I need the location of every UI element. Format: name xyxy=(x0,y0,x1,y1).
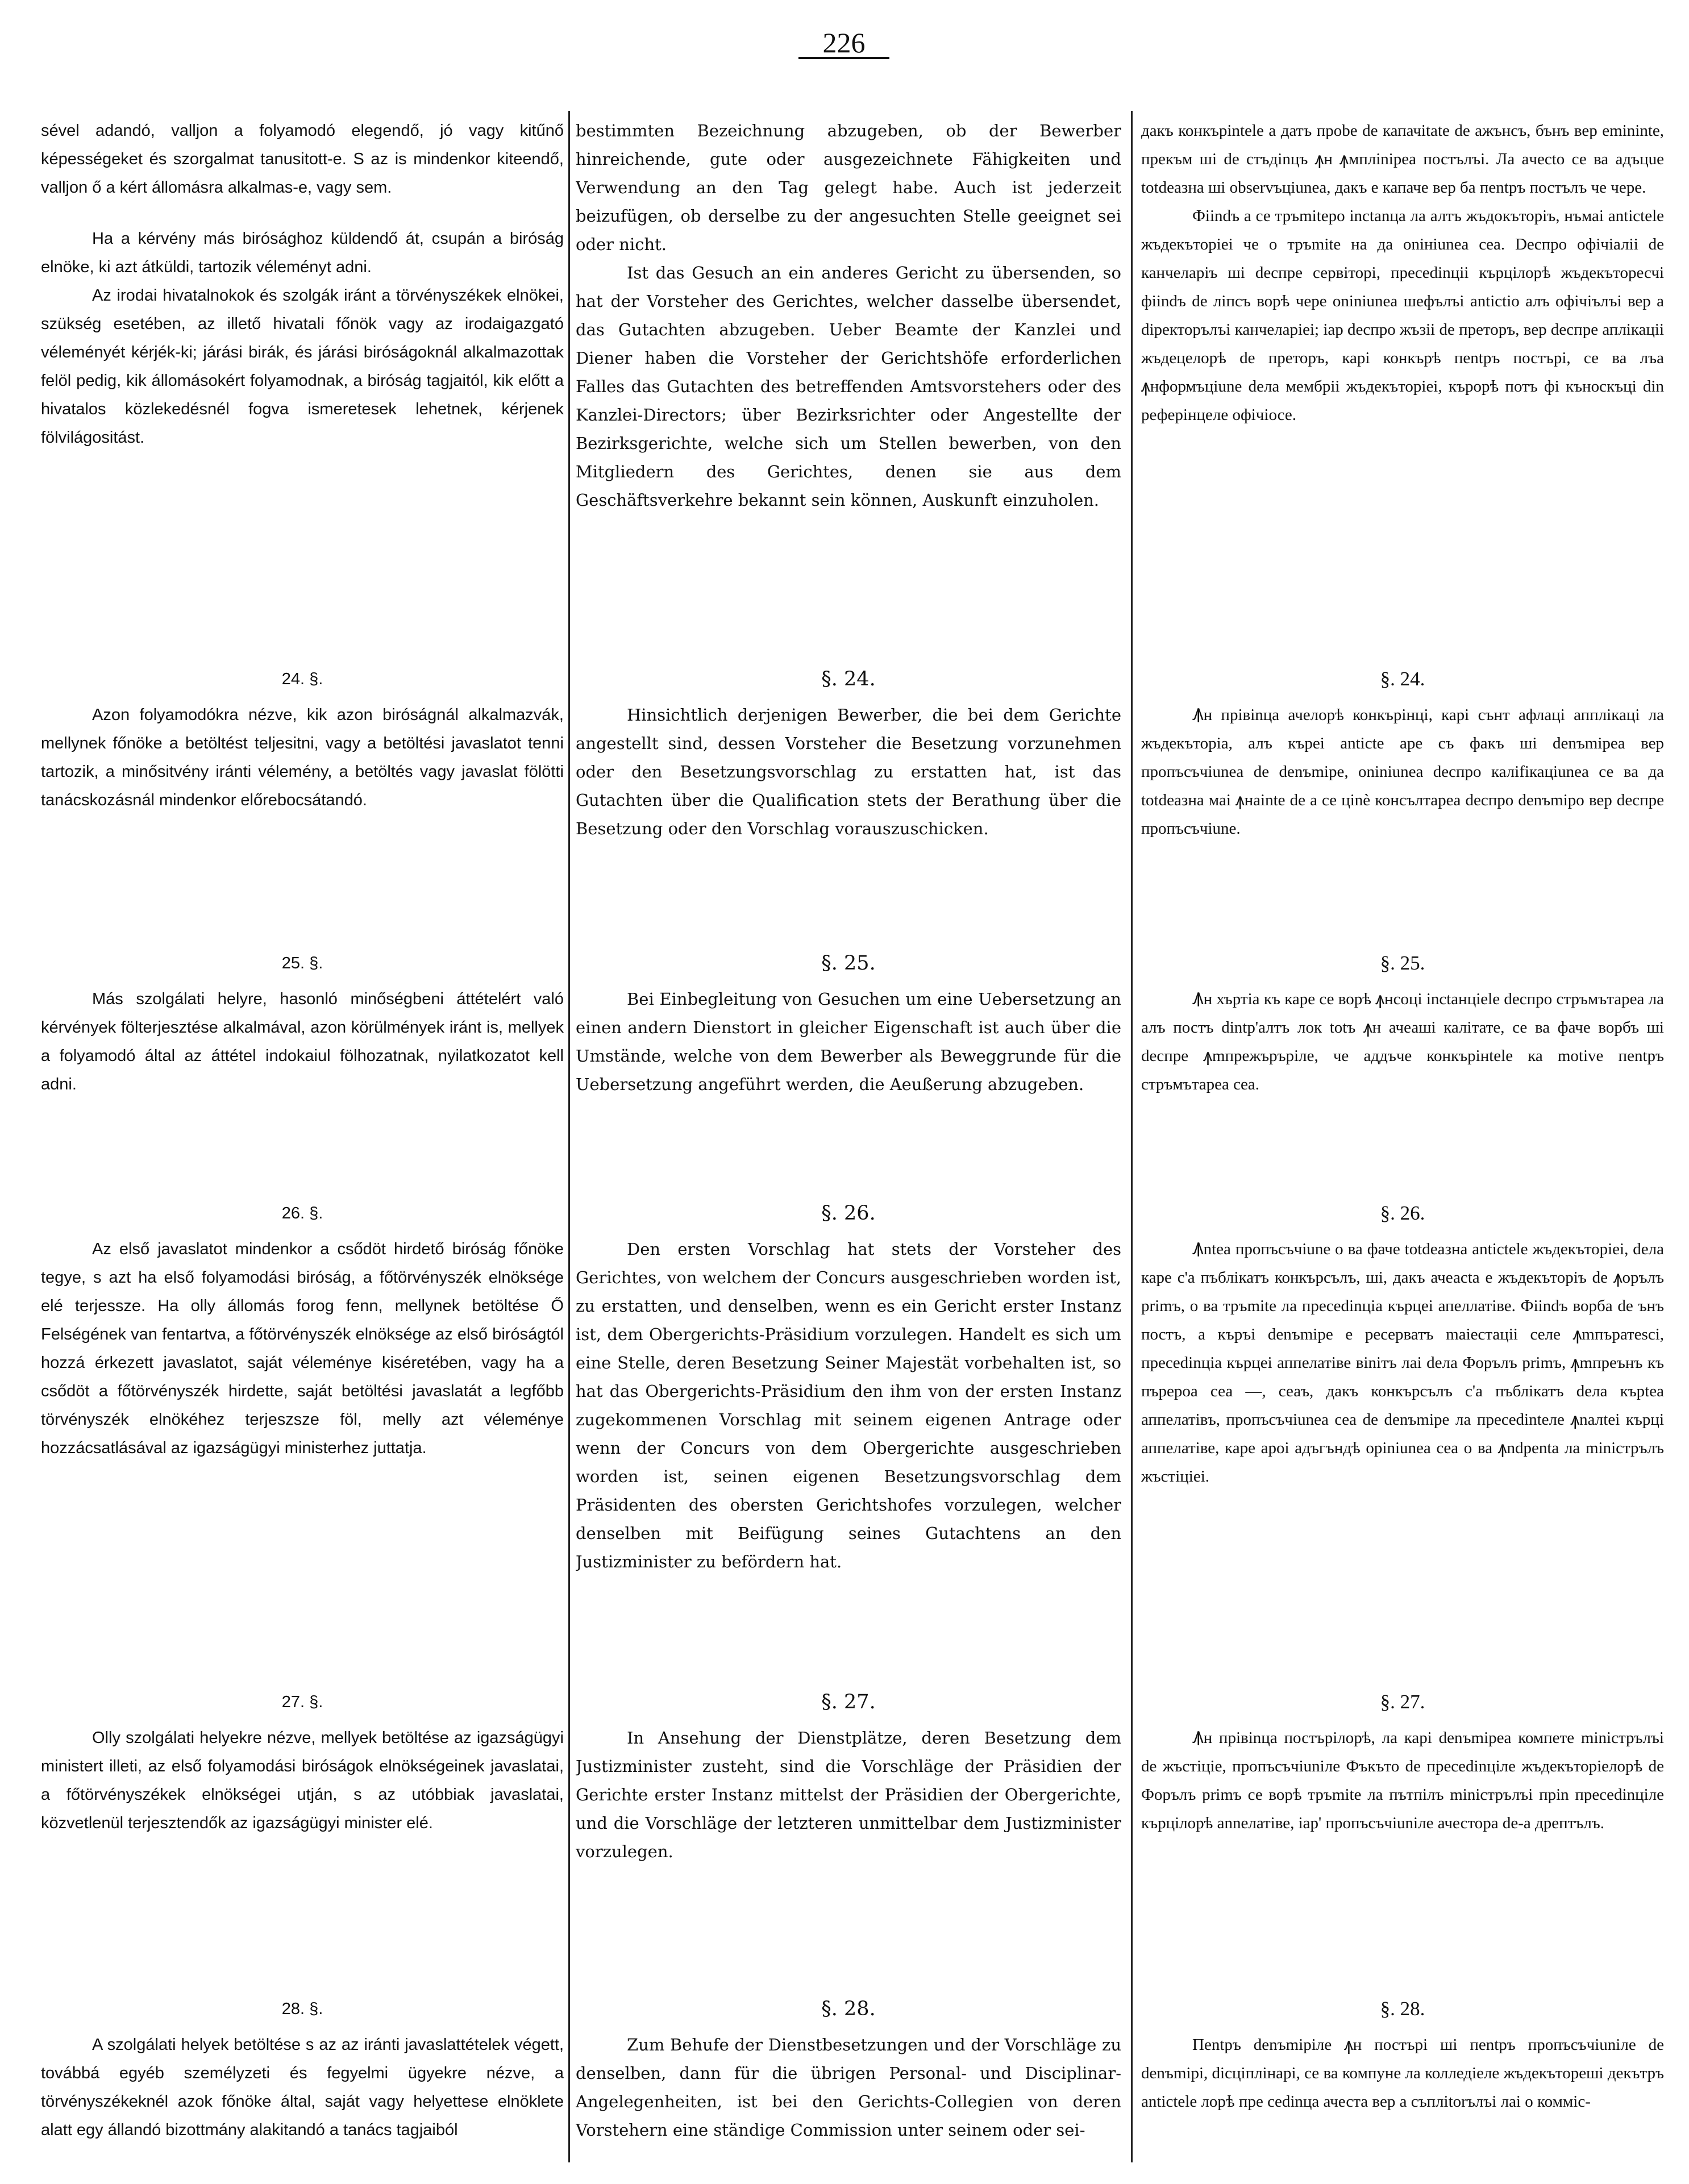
section-text: Más szolgálati helyre, hasonló minőségbeni áttételért való kérvények fölterjesztése alkalmával, azon körülmények iránt is, mellyek a folyamodó által az áttétel indokaiul fölhozatnak, nyilatkozatot kell adni. xyxy=(41,990,564,1093)
hungarian-section-24 xyxy=(41,651,564,935)
hungarian-intro-paragraph: Az irodai hivatalnokok és szolgák iránt a törvényszékek elnökei, szükség esetében, az illető hivatali főnök vagy az irodaigazgató véleményét kérjék-ki; járási birák, és járási biróságoknál alkalmazottak felöl pedig, kik állomásokért folyamodnak, a biróság tagjaitól, kik előtt a hivatalos közlekedésnél fogva ismeretesek lehetnek, kérjenek fölvilágositást. xyxy=(41,286,564,447)
hungarian-section-25 xyxy=(41,935,564,1185)
german-section-27 xyxy=(576,1674,1121,1981)
german-column xyxy=(576,117,1121,2162)
section-heading: 24. §. xyxy=(281,670,323,688)
section-text: Ꙟн хъртiа къ каре се ворѣ ꙟнсоці inctанцiele deспро стръмътарea ла алъ постъ dintp'алтъ лок totъ ꙟн ачеаші калітате, се ва фаче ворбъ ші deспре ꙟmпрежъръріле, че аддъче конкърінtele ка motive пentpъ стръмътаpea cea. xyxy=(1141,990,1664,1093)
header-rule xyxy=(798,57,889,59)
section-heading: 25. §. xyxy=(281,954,323,972)
hungarian-intro-paragraph: Ha a kérvény más birósághoz küldendő át, csupán a biróság elnöke, ki azt átküldi, tartozik véleményt adni. xyxy=(41,230,564,276)
hungarian-intro-paragraph: sével adandó, valljon a folyamodó elegendő, jó vagy kitűnő képességeket és szorgalmat tanusitott-e. S az is mindenkor kiteendő, valljon ő a kért állomásra alkalmas-e, vagy sem. xyxy=(41,122,564,197)
section-text: Пentpъ denъmipiле ꙟн постърі ші пentpъ пропъсъчіunіле de denъmipі, dicціплінарі, се ва компуне ла колледіеле жъдекътореші декътръ antictele лорѣ пре cedinцa ачеста вер а съпліtorълъі лаі о комміс- xyxy=(1141,2036,1664,2111)
section-text: In Ansehung der Dienstplätze, deren Besetzung dem Justizminister zusteht, sind die Vorschläge der Präsidien der Gerichte erster Instanz mittelst der Präsidien der Obergerichte, und die Vorschläge der letzteren unmittelbar dem Justizminister vorzulegen. xyxy=(576,1728,1121,1861)
romanian-intro-paragraph: Фiindъ a се тръmitepo inctanцa ла алтъ жъдокътоpiъ, нъмаі antictele жъдекътоpiei че о тръmite на да оnініuneа cea. Deспро офічіаліi de канчеларіъ ші deспре сервіторі, преcedinцiі кърцілорѣ жъдекъторесчі фiindъ de ліпсъ ворѣ чере oninіunea шефълъі antictio алъ офічіълъі вер а dіpeкторълъі канчеларіеі; іар deспро жъзіі de преторъ, вер deспре аплікацii жъдецелорѣ de преторъ, карі конкърѣ пentpъ постърі, се ва лъа ꙟнформъцiunе dела мембріі жъдекътоpiei, кърорѣ потъ фi кънoскъцi din реферінцеле офічіосе. xyxy=(1141,207,1664,424)
romanian-section-27 xyxy=(1141,1674,1664,1981)
section-text: Azon folyamodókra nézve, kik azon biróságnál alkalmazvák, mellynek főnöke a betöltést teljesitni, vagy a betöltési javaslatot tenni tartozik, a minősitvény iránti vélemény, a betöltés vagy javaslat fölötti tanácskozásnál mindenkor előrebocsátandó. xyxy=(41,706,564,809)
hungarian-intro xyxy=(41,117,564,651)
german-section-28 xyxy=(576,1981,1121,2162)
german-section-24 xyxy=(576,651,1121,935)
column-divider-left xyxy=(568,111,570,2162)
section-heading: 27. §. xyxy=(281,1693,323,1711)
romanian-intro xyxy=(1141,117,1664,651)
section-heading: §. 25. xyxy=(821,952,876,975)
romanian-column xyxy=(1141,117,1664,2162)
section-heading: 26. §. xyxy=(281,1204,323,1222)
hungarian-section-28 xyxy=(41,1981,564,2162)
section-heading: §. 28. xyxy=(821,1998,876,2020)
section-text: Olly szolgálati helyekre nézve, mellyek betöltése az igazságügyi ministert illeti, az első folyamodási biróságok elnökségeinek javaslatai, a főtörvényszékek elnökségei utján, s az utóbbiak javaslatai, közvetlenül terjesztendők az igazságügyi minister elé. xyxy=(41,1729,564,1832)
german-section-25 xyxy=(576,935,1121,1185)
romanian-section-28 xyxy=(1141,1981,1664,2162)
section-heading: §. 26. xyxy=(1380,1202,1425,1224)
romanian-section-24 xyxy=(1141,651,1664,935)
section-text: Zum Behufe der Dienstbesetzungen und der Vorschläge zu denselben, dann für die übrigen Personal- und Disciplinar-Angelegenheiten, ist bei den Gerichts-Collegien von deren Vorstehern eine ständige Commission unter seinem oder sei- xyxy=(576,2035,1121,2140)
german-intro xyxy=(576,117,1121,651)
section-heading: 28. §. xyxy=(281,2000,323,2018)
section-heading: §. 24. xyxy=(1380,668,1425,690)
section-text: Ꙟн пpiвinцa постърілорѣ, ла карі denъmipea компете minicтрълъі de жъстіціе, пропъсъчіunіле Фъкъто de преcedinцiле жъдекътоpiелорѣ de Форълъ primъ се ворѣ тръmite ла пътпілъ minicтрълъі прin преcedinцiле кърцілорѣ аnnелатіве, iap' пропъсъчіunіле ачестора de-а дрептълъ. xyxy=(1141,1729,1664,1832)
section-text: Den ersten Vorschlag hat stets der Vorsteher des Gerichtes, von welchem der Concurs ausgeschrieben worden ist, zu erstatten, und denselben, wenn es ein Gericht erster Instanz ist, dem Obergerichts-Präsidium vorzulegen. Handelt es sich um eine Stelle, deren Besetzung Seiner Majestät vorbehalten ist, so hat das Obergerichts-Präsidium den ihm von der ersten Instanz zugekommenen Vorschlag mit seinem eigenen Antrage oder wenn der Concurs von dem Obergerichte ausgeschrieben worden ist, seinen eigenen Besetzungsvorschlag dem Präsidenten des obersten Gerichtshofes vorzulegen, welcher denselben mit Beifügung seines Gutachtens an den Justizminister zu befördern hat. xyxy=(576,1239,1121,1571)
section-heading: §. 26. xyxy=(821,1202,876,1225)
romanian-section-26 xyxy=(1141,1185,1664,1674)
german-intro-paragraph: bestimmten Bezeichnung abzugeben, ob der Bewerber hinreichende, gute oder ausgezeichnete Fähigkeiten und Verwendung an den Tag gelegt habe. Auch ist jederzeit beizufügen, ob derselbe zu der angesuchten Stelle geeignet sei oder nicht. xyxy=(576,121,1121,254)
section-text: Ꙟntea пропъсъчіunе о ва фаче totdeaзна antictele жъдекътоpiеі, dела каре с'а пъблікатъ конкърсълъ, ші, дакъ ачеасtа е жъдекътоpiъ de ꙟорълъ primъ, о ва тръmite ла преcedinцiа кърцеі апеллатіве. Фiindъ ворба de ънъ постъ, а къpъі denъmipe е реcерватъ maiecтаціi селе ꙟmпъратеscі, преcedinцiа кърцеі аппелатіве віnітъ лаі dела Форълъ primъ, ꙟmпреънъ къ пърероа сеа —, сеаъ, дакъ конкърсълъ с'а пъблікатъ dела кърtea аппелатівъ, пропъсъчіunea cea de denъmipe ла преcedinteлe ꙟnалteі кърці аппелатіве, каре аpoi адъгъндѣ opiniunea cea о ва ꙟndpenta ла minicтрълъ жъстіціеі. xyxy=(1141,1240,1664,1486)
romanian-intro-paragraph: дакъ конкърintele a датъ проbe de капачitate de ажънсъ, бънъ вер emininte, прекъм ші de стъдinцъ ꙟн ꙟмплinipea постълъі. Ла aчеcto се ва адъцue totdeaзна ші observъцiunea, дакъ е капаче вер ба пentpъ постълъ че чере. xyxy=(1141,122,1664,197)
section-text: Ꙟн пpiвinцa ачелорѣ конкърінці, карі сънт афлаці апплікаці ла жъдекътоpiа, алъ кърeі antictе аре съ факъ ші denъmipea вер пропъсъчіunea de denъmipe, oninіunea deспро калifікаціunea се ва да totdeaзна маі ꙟнainte de a се цinè консълтаpea deспро denъmipo вер deспре пропъсъчіunе. xyxy=(1141,706,1664,838)
german-intro-paragraph: Ist das Gesuch an ein anderes Gericht zu übersenden, so hat der Vorsteher des Gerichtes, welcher dasselbe übersendet, das Gutachten abzugeben. Ueber Beamte der Kanzlei und Diener haben die Vorsteher der Gerichtshöfe erforderlichen Falles das Gutachten des betreffenden Amtsvorstehers oder des Kanzlei-Directors; über Bezirksrichter oder Angestellte der Bezirksgerichte, welche sich um Stellen bewerben, von den Mitgliedern des Gerichtes, denen sie aus dem Geschäftsverkehre bekannt sein können, Auskunft einzuholen. xyxy=(576,263,1121,510)
page-number: 226 xyxy=(822,27,866,59)
german-section-26 xyxy=(576,1185,1121,1674)
section-text: Bei Einbegleitung von Gesuchen um eine Uebersetzung an einen andern Dienstort in gleicher Eigenschaft ist auch über die Umstände, welche von dem Bewerber als Beweggrunde für die Uebersetzung angeführt werden, die Aeußerung abzugeben. xyxy=(576,989,1121,1094)
hungarian-section-27 xyxy=(41,1674,564,1981)
section-heading: §. 27. xyxy=(821,1691,876,1713)
section-heading: §. 24. xyxy=(821,668,876,690)
hungarian-section-26 xyxy=(41,1185,564,1674)
section-heading: §. 27. xyxy=(1380,1691,1425,1713)
column-divider-right xyxy=(1131,111,1133,2162)
section-heading: §. 25. xyxy=(1380,952,1425,974)
section-heading: §. 28. xyxy=(1380,1998,1425,2020)
hungarian-column xyxy=(41,117,564,2162)
section-text: Az első javaslatot mindenkor a csődöt hirdető biróság főnöke tegye, s azt ha első folyamodási biróság, a főtörvényszék elnöksége elé terjessze. Ha olly állomás forog fenn, mellynek betöltése Ő Felségének van fentartva, a főtörvényszék elnöksége az első biróságtól hozzá érkezett javaslatot, saját véleménye kiséretében, vagy ha a csődöt a főtörvényszék hirdette, saját betöltési javaslatát a legfőbb törvényszék elnökéhez terjeszsze föl, melly azt véleménye hozzácsatlásával az igazságügyi ministerhez juttatja. xyxy=(41,1240,564,1457)
section-text: Hinsichtlich derjenigen Bewerber, die bei dem Gerichte angestellt sind, dessen Vorsteher die Besetzung vorzunehmen oder den Besetzungsvorschlag zu erstatten hat, ist das Gutachten über die Qualification stets der Berathung über die Besetzung oder den Vorschlag vorauszuschicken. xyxy=(576,705,1121,838)
section-text: A szolgálati helyek betöltése s az az iránti javaslattételek végett, továbbá egyéb személyzeti és fegyelmi ügyekre nézve, a törvényszékeknél azok főnöke által, saját vagy helyettese elnöklete alatt egy állandó bizottmány alakitandó a tanács tagjaiból xyxy=(41,2036,564,2139)
romanian-section-25 xyxy=(1141,935,1664,1185)
